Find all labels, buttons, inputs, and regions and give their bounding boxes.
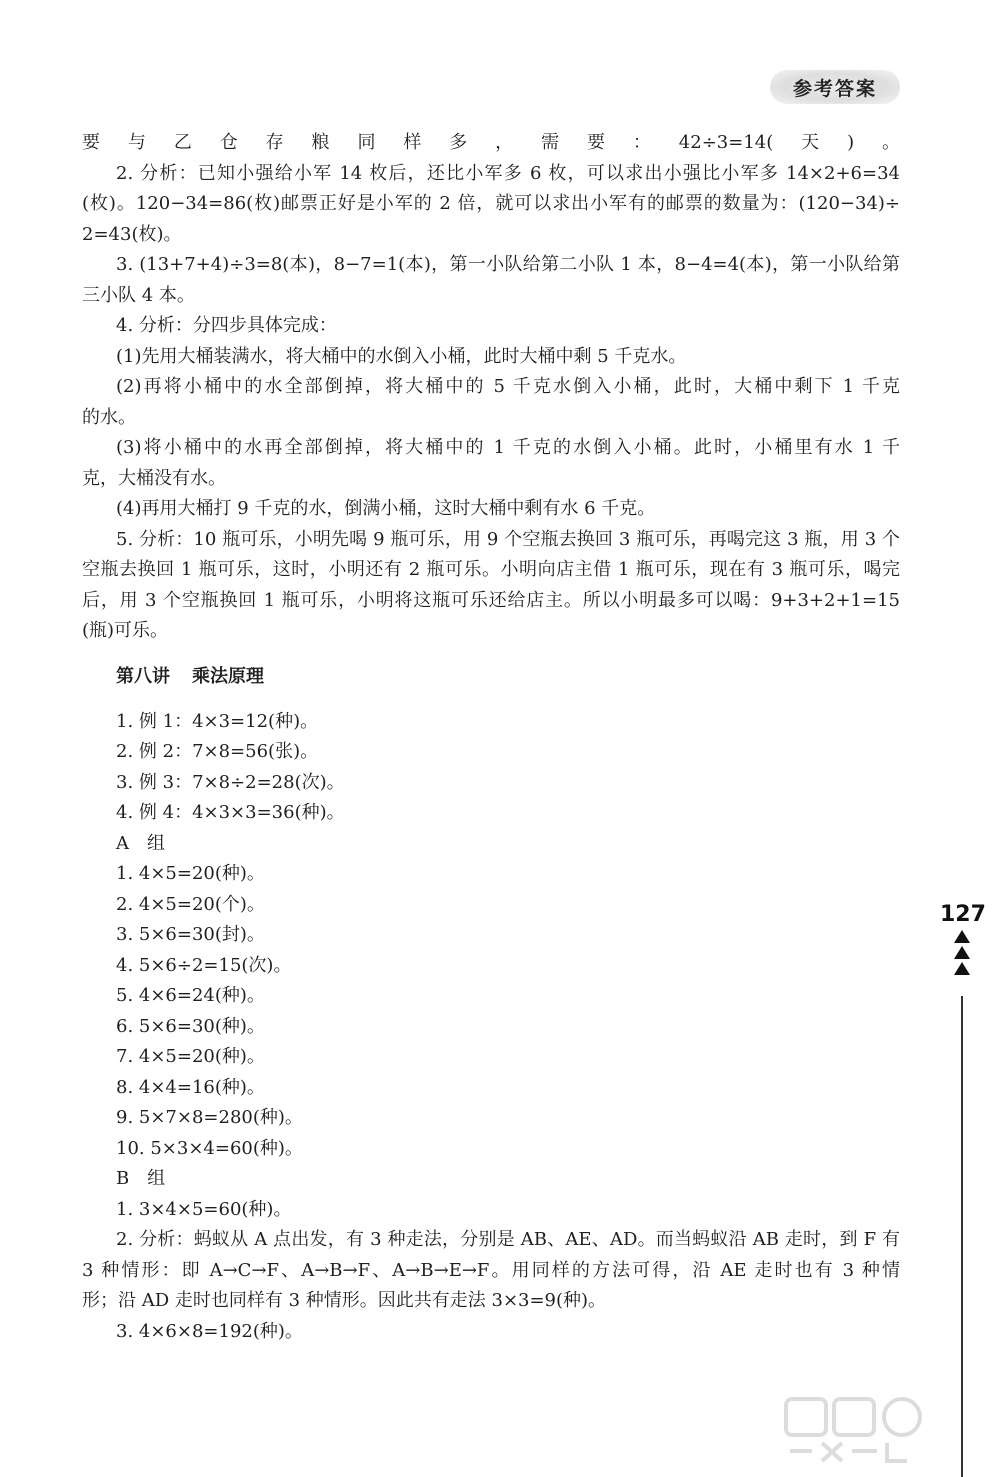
group-b-answer: 形；沿 AD 走时也同样有 3 种情形。因此共有走法 3×3=9(种)。 (82, 1290, 607, 1311)
text-line: 要与乙仓存粮同样多，需要：42÷3=14(天)。 (82, 132, 900, 153)
triangle-icon (954, 946, 970, 959)
example-answer: 4. 例 4：4×3×3=36(种)。 (116, 802, 345, 823)
text-line: (枚)。120−34=86(枚)邮票正好是小军的 2 倍，就可以求出小军有的邮票的数量为：(120−34)÷ (82, 193, 900, 214)
example-answer: 2. 例 2：7×8=56(张)。 (116, 741, 319, 762)
section-heading (82, 662, 900, 692)
group-b-answer: 1. 3×4×5=60(种)。 (116, 1198, 292, 1220)
header-tag-label: 参考答案 (792, 77, 877, 100)
section-heading-topic: 乘法原理 (192, 665, 264, 687)
group-a-answer: 9. 5×7×8=280(种)。 (116, 1107, 303, 1128)
group-a-answer: 5. 4×6=24(种)。 (116, 985, 265, 1006)
group-b-label: B 组 (116, 1168, 166, 1189)
example-answer: 3. 例 3：7×8÷2=28(次)。 (116, 771, 345, 793)
page-number-marker (940, 902, 984, 975)
group-a-label: A 组 (116, 832, 165, 854)
group-a-answer: 7. 4×5=20(种)。 (116, 1046, 265, 1067)
triangle-icon (954, 962, 970, 975)
text-line: (1)先用大桶装满水，将大桶中的水倒入小桶，此时大桶中剩 5 千克水。 (116, 345, 687, 367)
text-line: 5. 分析：10 瓶可乐，小明先喝 9 瓶可乐，用 9 个空瓶去换回 3 瓶可乐，再喝完这 3 瓶，用 3 个 (116, 528, 900, 550)
text-line: 2=43(枚)。 (82, 223, 182, 245)
text-line: 3. (13+7+4)÷3=8(本)，8−7=1(本)，第一小队给第二小队 1 本，8−4=4(本)，第一小队给第 (116, 254, 900, 275)
text-line: (瓶)可乐。 (82, 620, 169, 641)
text-line: (4)再用大桶打 9 千克的水，倒满小桶，这时大桶中剩有水 6 千克。 (116, 498, 656, 519)
text-line: 的水。 (82, 406, 136, 428)
text-line: 4. 分析：分四步具体完成： (116, 315, 337, 336)
page-number: 127 (940, 902, 986, 927)
group-a-answer: 4. 5×6÷2=15(次)。 (116, 954, 292, 976)
page-content (82, 128, 900, 1347)
text-line: 2. 分析：已知小强给小军 14 枚后，还比小军多 6 枚，可以求出小强比小军多 14×2+6=34 (116, 162, 900, 184)
text-line: 空瓶去换回 1 瓶可乐，这时，小明还有 2 瓶可乐。小明向店主借 1 瓶可乐，现在有 3 瓶可乐，喝完 (82, 559, 900, 580)
group-a-answer: 2. 4×5=20(个)。 (116, 893, 265, 915)
text-line: 三小队 4 本。 (82, 284, 195, 306)
group-b-answer: 2. 分析：蚂蚁从 A 点出发，有 3 种走法，分别是 AB、AE、AD。而当蚂蚁沿 AB 走时，到 F 有 (116, 1229, 900, 1250)
section-heading-number: 第八讲 (116, 665, 170, 687)
group-a-answer: 10. 5×3×4=60(种)。 (116, 1137, 303, 1159)
group-a-answer: 6. 5×6=30(种)。 (116, 1015, 265, 1037)
group-b-answer: 3. 4×6×8=192(种)。 (116, 1320, 303, 1342)
text-line: 克，大桶没有水。 (82, 467, 226, 489)
example-answer: 1. 例 1：4×3=12(种)。 (116, 710, 319, 732)
answer-key-header-tag (770, 70, 900, 104)
text-line: (3)将小桶中的水再全部倒掉，将大桶中的 1 千克的水倒入小桶。此时，小桶里有水 1 千 (116, 437, 900, 458)
triangle-icon (954, 930, 970, 943)
group-b-answer: 3 种情形：即 A→C→F、A→B→F、A→B→E→F。用同样的方法可得，沿 AE 走时也有 3 种情 (82, 1259, 900, 1281)
group-a-answer: 8. 4×4=16(种)。 (116, 1076, 265, 1098)
text-line: 后，用 3 个空瓶换回 1 瓶可乐，小明将这瓶可乐还给店主。所以小明最多可以喝：9+3+2+1=15 (82, 589, 900, 611)
text-line: (2)再将小桶中的水全部倒掉，将大桶中的 5 千克水倒入小桶，此时，大桶中剩下 1 千克 (116, 376, 900, 397)
watermark-logo (782, 1395, 982, 1465)
group-a-answer: 1. 4×5=20(种)。 (116, 863, 265, 884)
group-a-answer: 3. 5×6=30(封)。 (116, 924, 265, 945)
